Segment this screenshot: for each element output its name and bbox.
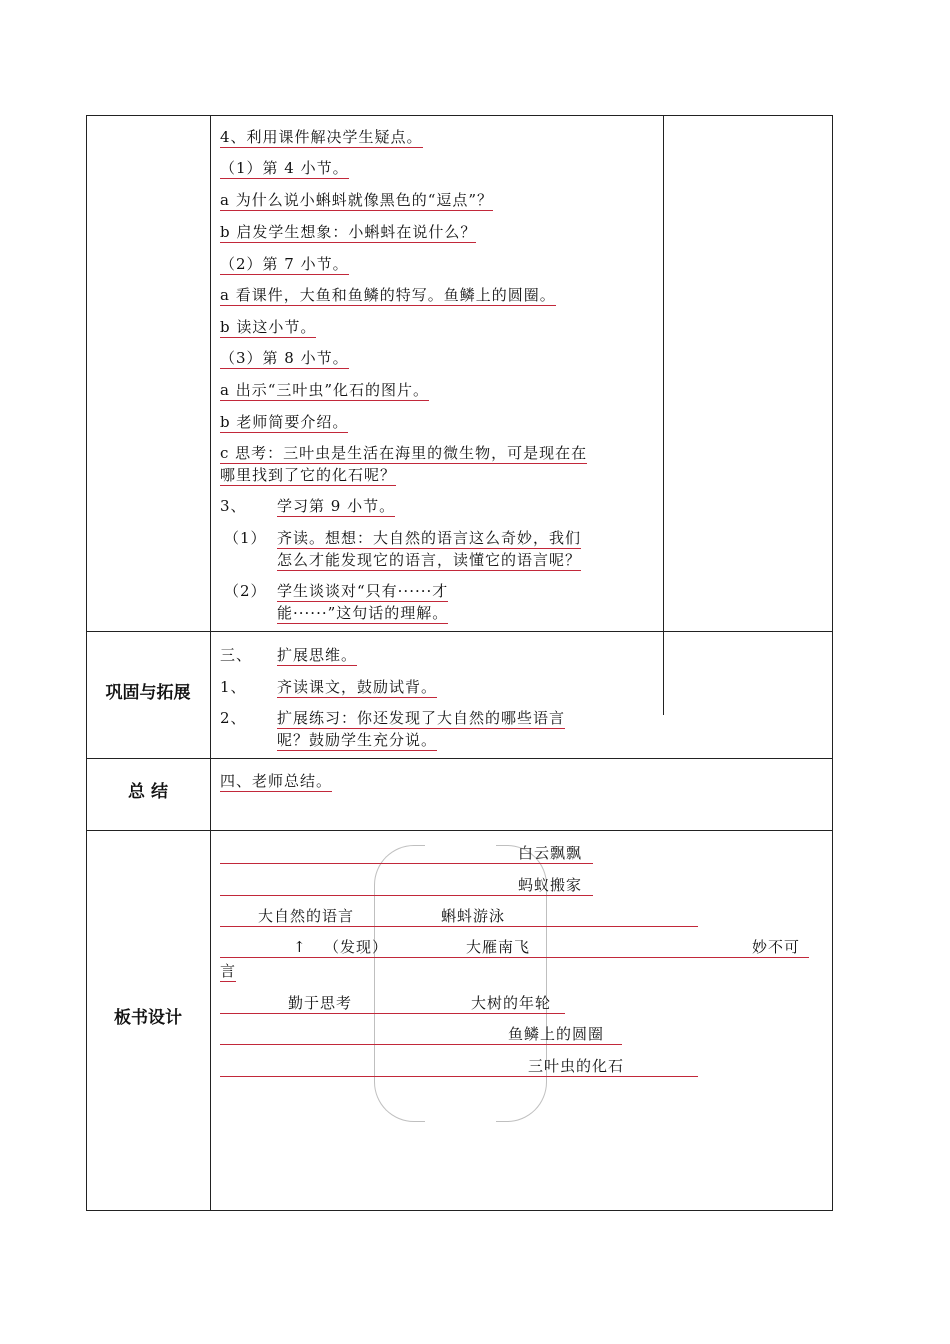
text-line [220, 443, 587, 463]
board-method: 勤于思考 [288, 994, 353, 1012]
text-line [220, 222, 476, 242]
board-discover-label: （发现） [324, 938, 389, 956]
text-line [277, 528, 581, 548]
text-line [220, 317, 316, 337]
list-number: （1） [224, 529, 267, 547]
column-divider-2 [663, 115, 664, 715]
arrow-up-icon: ↑ [293, 938, 307, 956]
text-line [220, 190, 493, 210]
underline [220, 1013, 565, 1014]
text-line [277, 645, 357, 665]
text-line [220, 380, 429, 400]
text-line-content: a 为什么说小蝌蚪就像黑色的“逗点”？ [220, 191, 494, 209]
text-line-content: b 启发学生想象：小蝌蚪在说什么？ [220, 223, 477, 241]
text-line-content: 扩展练习：你还发现了大自然的哪些语言 [277, 709, 566, 727]
text-line [220, 254, 349, 274]
board-item: 大树的年轮 [471, 994, 552, 1012]
text-line [277, 496, 395, 516]
text-line [277, 603, 448, 623]
text-line-content: 学习第 9 小节。 [277, 497, 396, 515]
row-divider-2 [86, 758, 833, 759]
board-item: 鱼鳞上的圆圈 [508, 1025, 605, 1043]
text-line [277, 581, 448, 601]
list-number: 1、 [220, 678, 247, 696]
board-item: 大雁南飞 [466, 938, 531, 956]
text-line [277, 708, 565, 728]
text-line-content: （3）第 8 小节。 [220, 349, 349, 367]
text-line-content: 言 [220, 962, 237, 980]
text-line [220, 127, 423, 147]
text-line-content: 4、利用课件解决学生疑点。 [220, 128, 423, 146]
board-item: 蝌蚪游泳 [441, 907, 506, 925]
board-item: 三叶虫的化石 [528, 1057, 625, 1075]
table-border-top [86, 115, 833, 116]
left-brace-shape [374, 845, 425, 1122]
row-label-summary: 总 结 [128, 782, 168, 802]
text-line-content: （2）第 7 小节。 [220, 255, 349, 273]
text-line [277, 550, 581, 570]
board-conclusion-end [220, 961, 236, 981]
text-line [220, 412, 348, 432]
row-divider-1 [86, 631, 833, 632]
text-line-content: 哪里找到了它的化石呢？ [220, 466, 397, 484]
table-border-bottom [86, 1210, 833, 1211]
text-line-content: 怎么才能发现它的语言，读懂它的语言呢？ [277, 551, 582, 569]
text-line-content: a 出示“三叶虫”化石的图片。 [220, 381, 430, 399]
column-divider-1 [210, 115, 211, 1211]
text-line-content: 齐读课文，鼓励试背。 [277, 678, 438, 696]
underline [220, 863, 593, 864]
text-line-content: a 看课件，大鱼和鱼鳞的特写。鱼鳞上的圆圈。 [220, 286, 556, 304]
text-line [220, 465, 396, 485]
text-line-content: 能······”这句话的理解。 [277, 604, 449, 622]
text-line-content: 四、老师总结。 [220, 772, 333, 790]
text-line-content: b 读这小节。 [220, 318, 317, 336]
lesson-plan-table [86, 115, 833, 1211]
text-line [277, 730, 437, 750]
row-divider-3 [86, 830, 833, 831]
board-center-topic: 大自然的语言 [258, 907, 355, 925]
table-border-left [86, 115, 87, 1211]
underline [220, 895, 593, 896]
row-label-consolidate: 巩固与拓展 [105, 683, 191, 703]
underline [220, 926, 698, 927]
text-line-content: b 老师简要介绍。 [220, 413, 349, 431]
row-label-board-design: 板书设计 [114, 1008, 182, 1028]
underline [220, 957, 809, 958]
underline [220, 1076, 698, 1077]
list-number: 2、 [220, 709, 247, 727]
text-line-content: c 思考：三叶虫是生活在海里的微生物，可是现在在 [220, 444, 588, 462]
list-number: 3、 [220, 497, 247, 515]
text-line [220, 348, 349, 368]
text-line [220, 285, 556, 305]
text-line [220, 771, 332, 791]
list-number: （2） [224, 582, 267, 600]
text-line-content: 呢？鼓励学生充分说。 [277, 731, 438, 749]
list-number: 三、 [220, 646, 253, 664]
board-item: 蚂蚁搬家 [518, 876, 583, 894]
table-border-right [832, 115, 833, 1211]
text-line [277, 677, 437, 697]
board-conclusion: 妙不可 [752, 938, 801, 956]
text-line-content: 扩展思维。 [277, 646, 358, 664]
board-item: 白云飘飘 [518, 844, 583, 862]
text-line-content: 齐读。想想：大自然的语言这么奇妙，我们 [277, 529, 582, 547]
text-line-content: 学生谈谈对“只有······才 [277, 582, 449, 600]
text-line [220, 158, 349, 178]
underline [220, 1044, 622, 1045]
text-line-content: （1）第 4 小节。 [220, 159, 349, 177]
